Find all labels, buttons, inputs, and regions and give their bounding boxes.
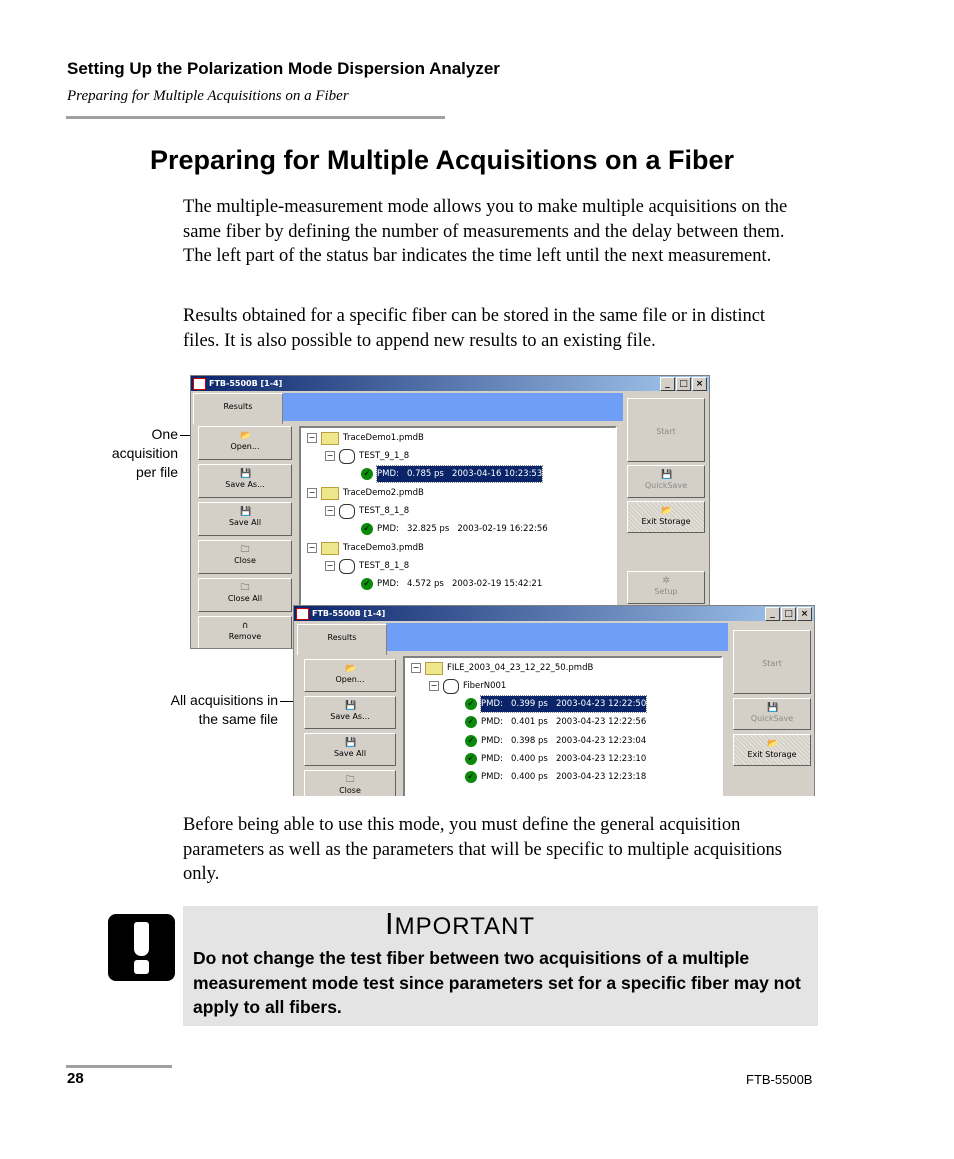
check-icon: ✓: [465, 698, 477, 710]
check-icon: ✓: [361, 468, 373, 480]
button-label: Save All: [333, 749, 367, 758]
tree-fiber-node[interactable]: [429, 678, 506, 694]
close-folder-icon: 🗀: [345, 775, 355, 785]
tree-fiber-node[interactable]: [325, 503, 409, 519]
page-number: 28: [67, 1070, 84, 1087]
maximize-button[interactable]: □: [781, 607, 796, 621]
tree-result-node[interactable]: [361, 576, 542, 592]
button-label: Start: [656, 427, 676, 436]
open-folder-icon: 📂: [767, 739, 779, 749]
tree-result-node[interactable]: [361, 521, 548, 537]
important-title: IMPORTANT: [385, 906, 536, 941]
result-text: PMD: 32.825 ps 2003-02-19 16:22:56: [377, 524, 548, 534]
start-button[interactable]: [627, 398, 705, 462]
button-label: Setup: [654, 587, 678, 596]
folder-icon: [425, 662, 443, 675]
button-label: Exit Storage: [641, 517, 691, 526]
tree-fiber-node[interactable]: [325, 448, 409, 464]
collapse-icon[interactable]: −: [326, 561, 334, 570]
button-label: Save All: [228, 518, 262, 527]
app-icon: [296, 608, 309, 620]
collapse-icon[interactable]: −: [326, 506, 334, 515]
callout-same-file: All acquisitions in the same file: [170, 692, 278, 727]
file-name: TraceDemo1.pmdB: [343, 433, 424, 443]
close-all-icon: 🗀: [240, 583, 250, 593]
check-icon: ✓: [465, 753, 477, 765]
save-icon: 💾: [240, 469, 252, 479]
file-name: TraceDemo2.pmdB: [343, 488, 424, 498]
open-folder-icon: 📂: [345, 664, 357, 674]
tab-strip: [386, 623, 728, 651]
collapse-icon[interactable]: −: [308, 488, 316, 497]
start-button[interactable]: [733, 630, 811, 694]
button-label: Close All: [227, 594, 263, 603]
paragraph-1: The multiple-measurement mode allows you to make multiple acquisitions on the same fiber by defining the number of measurements and the delay between them. The left part of the status bar indicates the time left until the next measurement.: [183, 197, 788, 266]
trace-icon: ∩: [241, 621, 249, 631]
tree-result-node[interactable]: [465, 769, 646, 785]
remove-button[interactable]: [198, 616, 292, 649]
fiber-icon: [339, 504, 355, 519]
save-all-button[interactable]: [304, 733, 396, 766]
open-button[interactable]: [304, 659, 396, 692]
exclamation-icon: [108, 914, 175, 981]
button-label: QuickSave: [644, 481, 688, 490]
app-window-2: [293, 605, 815, 801]
save-icon: 💾: [345, 701, 357, 711]
header-rule: [66, 116, 445, 119]
button-label: QuickSave: [750, 714, 794, 723]
folder-icon: [321, 432, 339, 445]
close-button[interactable]: [198, 540, 292, 574]
check-icon: ✓: [465, 771, 477, 783]
fiber-name: TEST_9_1_8: [359, 451, 410, 461]
check-icon: ✓: [465, 735, 477, 747]
tree-fiber-node[interactable]: [325, 558, 409, 574]
callout-one-file: One acquisition per file: [111, 426, 178, 480]
check-icon: ✓: [361, 523, 373, 535]
open-folder-icon: 📂: [661, 506, 673, 516]
tree-file-node[interactable]: [411, 660, 593, 676]
check-icon: ✓: [361, 578, 373, 590]
button-label: Close: [234, 556, 256, 565]
section-header: Setting Up the Polarization Mode Dispersion Analyzer: [67, 59, 500, 78]
footer-rule: [66, 1065, 172, 1068]
save-all-icon: 💾: [345, 738, 357, 748]
fiber-icon: [339, 449, 355, 464]
result-text: PMD: 0.400 ps 2003-04-23 12:23:18: [481, 772, 647, 783]
save-as-button[interactable]: [304, 696, 396, 729]
result-text: PMD: 0.399 ps 2003-04-23 12:22:50: [481, 696, 646, 712]
collapse-icon[interactable]: −: [308, 433, 316, 442]
title-bar: [294, 606, 814, 621]
save-all-button[interactable]: [198, 502, 292, 536]
button-label: Open...: [230, 442, 260, 451]
minimize-button[interactable]: _: [660, 377, 675, 391]
fiber-name: TEST_8_1_8: [359, 506, 410, 516]
result-text: PMD: 0.401 ps 2003-04-23 12:22:56: [481, 717, 647, 728]
fiber-icon: [339, 559, 355, 574]
tab-strip: [281, 393, 623, 421]
tree-result-node[interactable]: [465, 733, 646, 749]
tab-results[interactable]: Results: [193, 393, 283, 424]
save-all-icon: 💾: [240, 507, 252, 517]
check-icon: ✓: [465, 716, 477, 728]
window-title: FTB-5500B [1-4]: [312, 609, 386, 618]
tab-results[interactable]: Results: [297, 624, 387, 655]
exit-storage-button[interactable]: [733, 734, 811, 766]
result-text: PMD: 0.400 ps 2003-04-23 12:23:10: [481, 753, 647, 764]
button-label: Close: [339, 786, 361, 795]
page-title: Preparing for Multiple Acquisitions on a Fiber: [150, 145, 735, 175]
button-label: Exit Storage: [747, 750, 797, 759]
collapse-icon[interactable]: −: [412, 663, 420, 672]
result-text: PMD: 0.398 ps 2003-04-23 12:23:04: [481, 735, 647, 746]
paragraph-3: Before being able to use this mode, you must define the general acquisition parameters as well as the parameters that will be specific to multiple acquisitions only.: [183, 815, 783, 884]
save-icon: 💾: [767, 703, 779, 713]
fiber-name: FiberN001: [463, 681, 507, 691]
close-all-button[interactable]: [198, 578, 292, 612]
tree-result-node[interactable]: [465, 714, 646, 730]
maximize-button[interactable]: □: [676, 377, 691, 391]
clip-mask: [0, 796, 954, 806]
title-bar: [191, 376, 709, 391]
subsection-header: Preparing for Multiple Acquisitions on a Fiber: [67, 88, 349, 104]
setup-icon: ✲: [662, 576, 670, 586]
paragraph-2: Results obtained for a specific fiber can be stored in the same file or in distinct files. It is also possible to append new results to an existing file.: [183, 306, 766, 351]
open-button[interactable]: [198, 426, 292, 460]
tree-result-node[interactable]: [465, 751, 646, 767]
button-label: Open...: [335, 675, 365, 684]
setup-button[interactable]: [627, 571, 705, 604]
results-tree: [403, 656, 723, 801]
button-label: Save As...: [225, 480, 265, 489]
minimize-button[interactable]: _: [765, 607, 780, 621]
collapse-icon[interactable]: −: [326, 451, 334, 460]
window-title: FTB-5500B [1-4]: [209, 379, 283, 388]
quicksave-button[interactable]: [733, 698, 811, 730]
folder-icon: [321, 542, 339, 555]
result-text: PMD: 4.572 ps 2003-02-19 15:42:21: [377, 579, 543, 589]
button-label: Start: [762, 659, 782, 668]
fiber-name: TEST_8_1_8: [359, 561, 410, 571]
tree-result-node[interactable]: [465, 696, 646, 712]
results-tree: [299, 426, 617, 606]
fiber-icon: [443, 679, 459, 694]
tree-file-node[interactable]: [307, 485, 424, 501]
collapse-icon[interactable]: −: [308, 543, 316, 552]
tree-file-node[interactable]: [307, 430, 424, 446]
file-name: TraceDemo3.pmdB: [343, 543, 424, 553]
important-text: Do not change the test fiber between two acquisitions of a multiple measurement mode test since parameters set for a specific fiber may not apply to all fibers.: [193, 948, 801, 1017]
quicksave-button[interactable]: [627, 465, 705, 498]
tree-file-node[interactable]: [307, 540, 424, 556]
app-icon: [193, 378, 206, 390]
close-folder-icon: 🗀: [240, 545, 250, 555]
product-name: FTB-5500B: [746, 1072, 813, 1087]
file-name: FILE_2003_04_23_12_22_50.pmdB: [447, 663, 594, 673]
collapse-icon[interactable]: −: [430, 681, 438, 690]
tree-result-node[interactable]: [361, 466, 542, 482]
result-text: PMD: 0.785 ps 2003-04-16 10:23:53: [377, 466, 542, 482]
button-label: Save As...: [330, 712, 370, 721]
save-icon: 💾: [661, 470, 673, 480]
button-label: Remove: [228, 632, 262, 641]
open-folder-icon: 📂: [240, 431, 252, 441]
folder-icon: [321, 487, 339, 500]
close-button[interactable]: ×: [797, 607, 812, 621]
save-as-button[interactable]: [198, 464, 292, 498]
close-button[interactable]: ×: [692, 377, 707, 391]
exit-storage-button[interactable]: [627, 501, 705, 533]
